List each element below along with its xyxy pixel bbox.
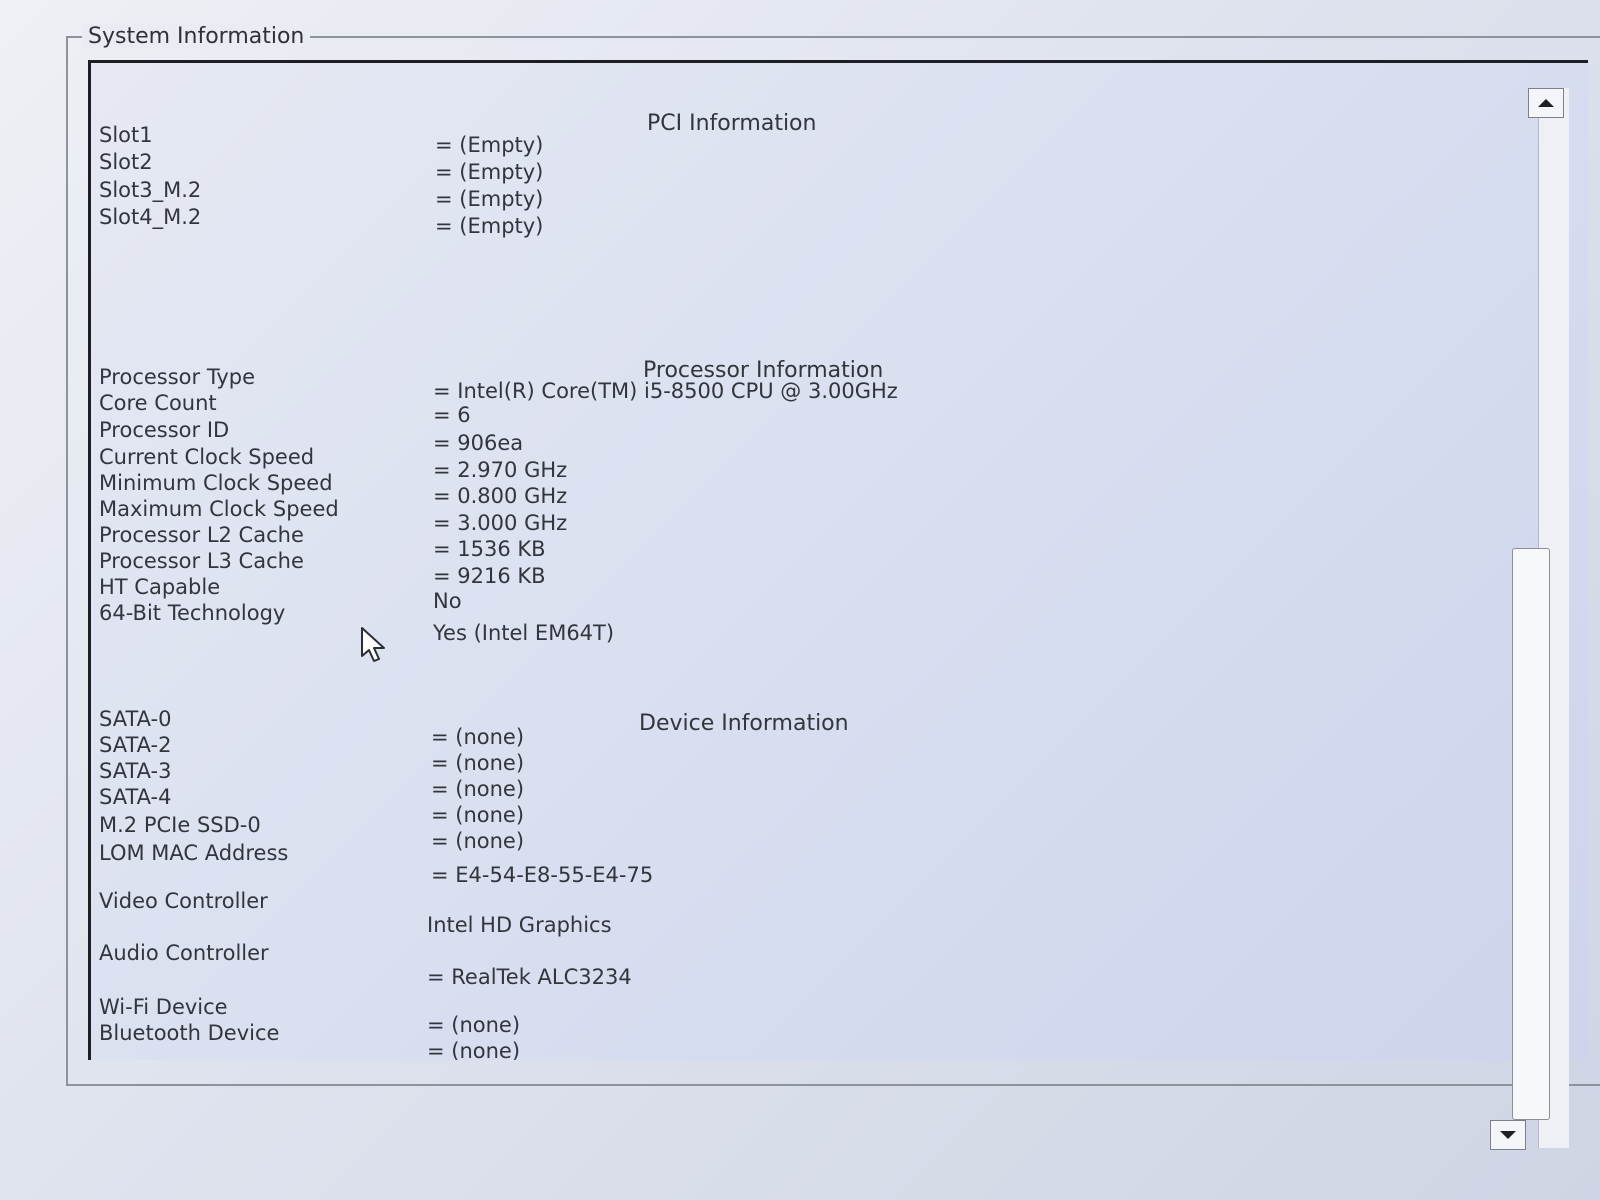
processor-row-value: Yes (Intel EM64T) [433, 621, 615, 645]
processor-row-label: Processor Type [99, 365, 256, 389]
processor-section-title: Processor Information [643, 358, 884, 383]
processor-row-label: Processor L2 Cache [99, 523, 304, 547]
pci-row-value: = (Empty) [435, 214, 544, 238]
device-row-label: Bluetooth Device [99, 1021, 280, 1045]
processor-row-label: Processor L3 Cache [99, 549, 304, 573]
device-section-title: Device Information [639, 711, 849, 736]
arrow-up-icon [1537, 98, 1555, 108]
processor-row-label: 64-Bit Technology [99, 601, 286, 625]
processor-row-label: Processor ID [99, 418, 230, 442]
device-row-value: Intel HD Graphics [427, 913, 612, 937]
device-row-value: = (none) [427, 1013, 521, 1037]
device-row-value: = (none) [431, 751, 525, 775]
groupbox-title: System Information [82, 24, 310, 49]
device-row-value: = (none) [431, 777, 525, 801]
arrow-down-icon [1499, 1130, 1517, 1140]
processor-row-label: Core Count [99, 391, 217, 415]
system-information-panel [88, 60, 1588, 1060]
processor-row-value: = 1536 KB [433, 537, 546, 561]
pci-row-label: Slot4_M.2 [99, 205, 202, 229]
device-row-value: = (none) [431, 725, 525, 749]
processor-row-label: Minimum Clock Speed [99, 471, 333, 495]
device-row-value: = RealTek ALC3234 [427, 965, 632, 989]
device-row-label: SATA-3 [99, 759, 172, 783]
processor-row-value: = Intel(R) Core(TM) i5-8500 CPU @ 3.00GHz [433, 379, 898, 403]
pci-row-value: = (Empty) [435, 187, 544, 211]
processor-row-value: = 3.000 GHz [433, 511, 568, 535]
processor-row-value: No [433, 589, 462, 613]
device-row-value: = (none) [431, 829, 525, 853]
processor-row-value: = 0.800 GHz [433, 484, 568, 508]
processor-row-value: = 2.970 GHz [433, 458, 568, 482]
device-row-label: M.2 PCIe SSD-0 [99, 813, 261, 837]
pci-row-label: Slot2 [99, 150, 153, 174]
pci-row-label: Slot3_M.2 [99, 178, 202, 202]
device-row-label: Wi-Fi Device [99, 995, 228, 1019]
pci-section-title: PCI Information [647, 111, 817, 136]
pci-row-value: = (Empty) [435, 133, 544, 157]
processor-row-label: HT Capable [99, 575, 221, 599]
pci-row-label: Slot1 [99, 123, 153, 147]
processor-row-label: Current Clock Speed [99, 445, 315, 469]
mouse-pointer-icon [360, 626, 388, 664]
device-row-label: SATA-0 [99, 707, 172, 731]
device-row-label: LOM MAC Address [99, 841, 289, 865]
device-row-value: = (none) [431, 803, 525, 827]
device-row-label: SATA-4 [99, 785, 172, 809]
device-row-label: SATA-2 [99, 733, 172, 757]
processor-row-value: = 906ea [433, 431, 524, 455]
processor-row-value: = 6 [433, 403, 471, 427]
scroll-up-button[interactable] [1528, 88, 1564, 118]
processor-row-label: Maximum Clock Speed [99, 497, 339, 521]
pci-row-value: = (Empty) [435, 160, 544, 184]
scroll-down-button[interactable] [1490, 1120, 1526, 1150]
device-row-value: = E4-54-E8-55-E4-75 [431, 863, 654, 887]
device-row-label: Video Controller [99, 889, 268, 913]
device-row-value: = (none) [427, 1039, 521, 1060]
device-row-label: Audio Controller [99, 941, 269, 965]
scrollbar-thumb[interactable] [1512, 548, 1550, 1120]
processor-row-value: = 9216 KB [433, 564, 546, 588]
